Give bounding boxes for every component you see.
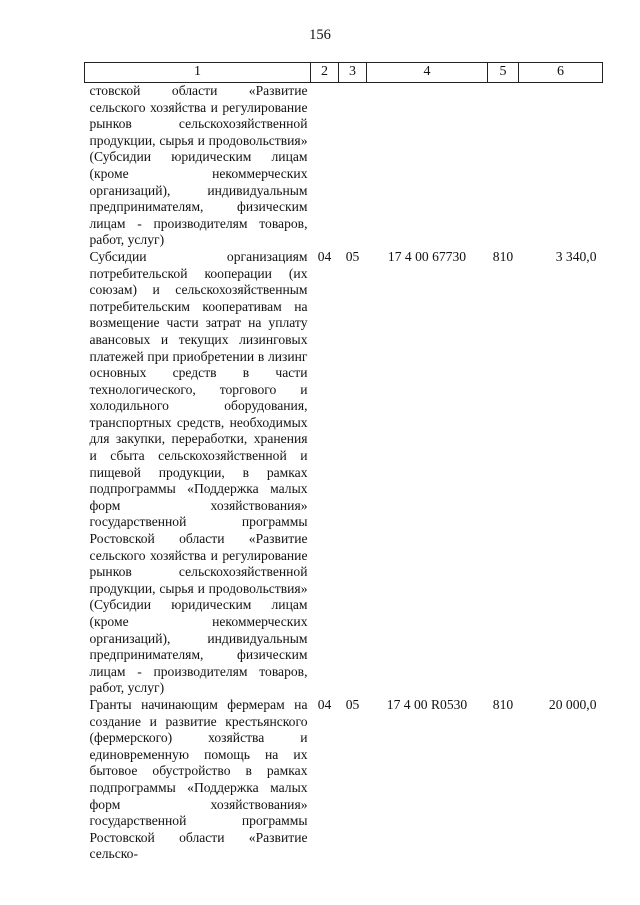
header-col-6: 6 bbox=[519, 63, 603, 83]
table-row bbox=[85, 83, 603, 249]
row-vr bbox=[488, 83, 519, 249]
page-number: 156 bbox=[309, 27, 331, 43]
budget-table bbox=[84, 62, 603, 863]
row-rz bbox=[311, 83, 339, 249]
row-csr: 17 4 00 R0530 bbox=[386, 696, 468, 712]
table-header-row bbox=[85, 63, 603, 83]
header-col-5: 5 bbox=[488, 63, 519, 83]
row-vr: 810 bbox=[492, 248, 514, 264]
table-row bbox=[85, 249, 603, 697]
header-col-1: 1 bbox=[85, 63, 311, 83]
header-col-2: 2 bbox=[311, 63, 339, 83]
row-sum: 20 000,0 bbox=[548, 696, 597, 712]
row-vr: 810 bbox=[492, 696, 514, 712]
row-sum bbox=[519, 83, 603, 249]
table-row bbox=[85, 697, 603, 863]
row-description: Гранты начинающим фермерам на создание и развитие крестьянского (фермерского) хозяйства и единовременную помощь на их бытовое обустройство в рамках подпрограммы «Поддержка малых форм хозяйствования» государственной программы Ростовской области «Развитие сельско- bbox=[89, 696, 308, 862]
row-pr: 05 bbox=[345, 248, 360, 264]
row-csr: 17 4 00 67730 bbox=[387, 248, 467, 264]
row-sum: 3 340,0 bbox=[555, 248, 597, 264]
row-csr bbox=[367, 83, 488, 249]
row-pr bbox=[339, 83, 367, 249]
row-pr: 05 bbox=[345, 696, 360, 712]
row-rz: 04 bbox=[317, 696, 332, 712]
row-description: стовской области «Развитие сельского хозяйства и регулирование рынков сельскохозяйственной продукции, сырья и продовольствия» (Субсидии юридическим лицам (кроме некоммерческих организаций), индивидуальным предпринимателям, физическим лицам - производителям товаров, работ, услуг) bbox=[89, 83, 308, 248]
row-description: Субсидии организациям потребительской кооперации (их союзам) и сельскохозяйственным потребительским кооперативам на возмещение части затрат на уплату авансовых и текущих лизинговых платежей при приобретении в лизинг основных средств в части технологического, торгового и холодильного оборудования, транспортных средств, необходимых для закупки, переработки, хранения и сбыта сельскохозяйственной и пищевой продукции, в рамках подпрограммы «Поддержка малых форм хозяйствования» государственной программы Ростовской области «Развитие сельского хозяйства и регулирование рынков сельскохозяйственной продукции, сырья и продовольствия» (Субсидии юридическим лицам (кроме некоммерческих организаций), индивидуальным предпринимателям, физическим лицам - производителям товаров, работ, услуг) bbox=[89, 248, 308, 696]
header-col-4: 4 bbox=[367, 63, 488, 83]
row-rz: 04 bbox=[317, 248, 332, 264]
header-col-3: 3 bbox=[339, 63, 367, 83]
